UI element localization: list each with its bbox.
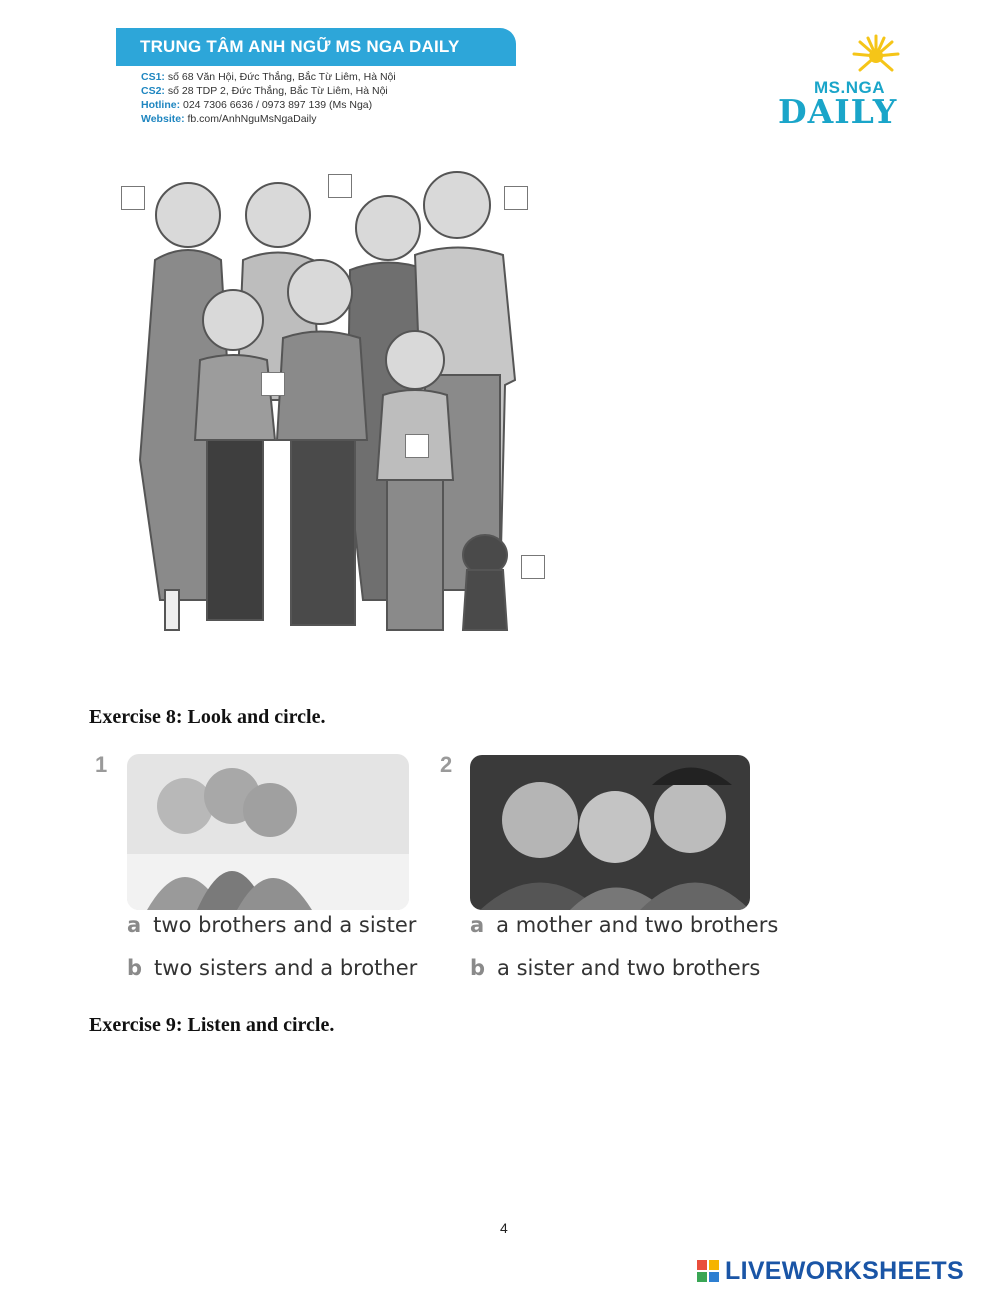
option-1a[interactable]: a two brothers and a sister <box>127 913 417 937</box>
answer-box[interactable] <box>328 174 352 198</box>
dog-figure <box>463 535 507 630</box>
contact-line: CS2: số 28 TDP 2, Đức Thắng, Bắc Từ Liêm, Hà Nội <box>141 85 388 97</box>
question-number: 1 <box>95 752 108 777</box>
contact-line: Hotline: 024 7306 6636 / 0973 897 139 (Ms Nga) <box>141 99 373 111</box>
answer-box[interactable] <box>121 186 145 210</box>
contact-line: CS1: số 68 Văn Hội, Đức Thắng, Bắc Từ Liêm, Hà Nội <box>141 71 396 83</box>
logo-text-bottom: DAILY <box>778 92 898 131</box>
exercise-9-title: Exercise 9: Listen and circle. <box>89 1014 335 1036</box>
answer-box[interactable] <box>405 434 429 458</box>
option-2b[interactable]: b a sister and two brothers <box>470 956 761 980</box>
contact-line: Website: fb.com/AnhNguMsNgaDaily <box>141 113 317 125</box>
page-number: 4 <box>500 1220 508 1236</box>
photo-three-teens <box>470 755 750 910</box>
liveworksheets-text: LIVEWORKSHEETS <box>725 1257 964 1285</box>
exercise-8-title: Exercise 8: Look and circle. <box>89 706 326 728</box>
brand-logo <box>778 34 913 129</box>
option-2a[interactable]: a a mother and two brothers <box>470 913 779 937</box>
family-illustration <box>115 160 580 650</box>
header-title: TRUNG TÂM ANH NGỮ MS NGA DAILY <box>140 37 460 56</box>
header-banner <box>116 28 516 66</box>
answer-box[interactable] <box>521 555 545 579</box>
answer-box[interactable] <box>504 186 528 210</box>
photo-three-children <box>127 754 409 910</box>
logo-text-top: MS.NGA <box>814 78 885 97</box>
contact-info <box>141 70 396 126</box>
sun-icon <box>848 34 904 82</box>
liveworksheets-icon <box>697 1260 719 1282</box>
option-1b[interactable]: b two sisters and a brother <box>127 956 418 980</box>
question-number: 2 <box>440 752 453 777</box>
answer-box[interactable] <box>261 372 285 396</box>
